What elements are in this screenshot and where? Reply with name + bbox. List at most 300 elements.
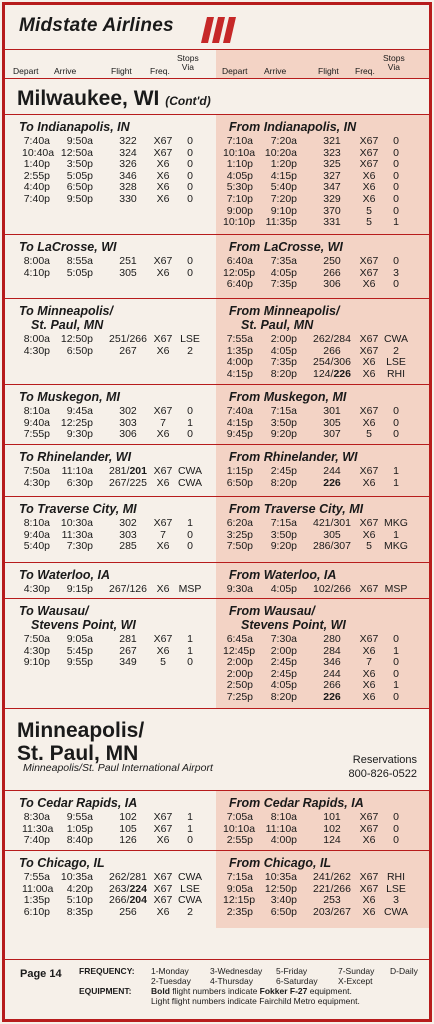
- arrive-time: 2:00p: [270, 333, 297, 345]
- hub2-title-line2: St. Paul, MN: [17, 742, 139, 765]
- flight-number: 326: [119, 158, 137, 171]
- arrive-time: 9:30p: [66, 428, 93, 441]
- frequency: X67: [153, 811, 173, 823]
- hub-header-minneapolis: [5, 708, 429, 790]
- arrive-time: 5:05p: [66, 169, 93, 182]
- flight-number: 370: [323, 204, 341, 217]
- frequency: X67: [153, 146, 173, 159]
- page-header: [5, 5, 429, 49]
- route-section: [5, 496, 429, 562]
- flight-number: 226: [323, 691, 341, 703]
- stops-via: 0: [187, 193, 193, 205]
- frequency: X6: [362, 416, 376, 429]
- from-city-heading: From Cedar Rapids, IA: [229, 796, 364, 810]
- frequency: X6: [362, 667, 376, 680]
- frequency: X67: [359, 465, 379, 477]
- stops-via: 0: [187, 255, 193, 267]
- schedule-row: [5, 871, 432, 883]
- arrive-time: 9:05a: [66, 633, 93, 645]
- col-freq-2: Freq.: [355, 66, 375, 76]
- arrive-time: 6:30p: [66, 476, 93, 489]
- stops-via: LSE: [386, 356, 406, 369]
- depart-time: 8:30a: [23, 811, 50, 823]
- flight-number: 323: [323, 146, 341, 159]
- depart-time: 4:40p: [23, 181, 50, 194]
- freq-item: 2-Tuesday: [151, 976, 191, 986]
- frequency: X67: [359, 146, 379, 159]
- from-city-heading: From Waterloo, IA: [229, 568, 337, 582]
- route-section: [5, 384, 429, 444]
- stops-via: CWA: [177, 894, 203, 907]
- frequency: X67: [153, 633, 173, 645]
- flight-number: 280: [323, 633, 341, 645]
- arrive-time: 7:30p: [66, 540, 93, 553]
- frequency: 5: [366, 428, 372, 441]
- schedule-row: [5, 278, 432, 290]
- schedule-row: [5, 668, 432, 680]
- arrive-time: 9:15p: [66, 583, 93, 595]
- arrive-time: 3:50p: [270, 416, 297, 429]
- arrive-time: 4:20p: [66, 882, 93, 895]
- frequency: X6: [156, 476, 170, 489]
- freq-item: 5-Friday: [276, 966, 308, 976]
- stops-via: MKG: [384, 540, 408, 553]
- from-city-heading: From Muskegon, MI: [229, 390, 347, 404]
- stops-via: 1: [393, 679, 399, 692]
- to-city-heading: To Waterloo, IA: [19, 568, 110, 582]
- depart-time: 5:30p: [226, 181, 253, 194]
- stops-via: 3: [393, 894, 399, 907]
- flight-number: 307: [323, 428, 341, 441]
- stops-via: 0: [187, 181, 193, 194]
- flight-number: 102: [119, 811, 137, 823]
- arrive-time: 2:45p: [270, 667, 297, 680]
- depart-time: 7:15a: [226, 871, 253, 883]
- depart-time: 2:50p: [226, 679, 253, 692]
- frequency: 5: [366, 204, 372, 217]
- frequency: X67: [359, 882, 379, 895]
- depart-time: 10:10a: [223, 822, 256, 835]
- arrive-time: 7:20a: [270, 135, 297, 147]
- col-depart-2: Depart: [222, 66, 248, 76]
- depart-time: 10:10p: [223, 216, 256, 229]
- schedule-row: [5, 811, 432, 823]
- arrive-time: 7:35a: [270, 255, 297, 267]
- stops-via: 1: [393, 644, 399, 657]
- stops-via: MSP: [384, 583, 408, 595]
- schedule-row: [5, 267, 432, 279]
- col-freq: Freq.: [150, 66, 170, 76]
- frequency: X6: [362, 894, 376, 907]
- stops-via: 1: [187, 822, 193, 835]
- frequency: X6: [362, 679, 376, 692]
- flight-number: 267/126: [109, 583, 147, 595]
- stops-via: 1: [393, 465, 399, 477]
- arrive-time: 9:50p: [66, 193, 93, 205]
- stops-via: CWA: [177, 871, 203, 883]
- flight-number: 330: [119, 193, 137, 205]
- flight-number: 102/266: [313, 583, 351, 595]
- reservations: [348, 753, 417, 781]
- reservations-label: Reservations: [352, 754, 417, 766]
- hub2-airport: Minneapolis/St. Paul International Airport: [23, 762, 213, 774]
- arrive-time: 4:00p: [270, 834, 297, 847]
- frequency: X67: [359, 811, 379, 823]
- schedule-row: [5, 834, 432, 846]
- flight-number: 325: [323, 158, 341, 171]
- arrive-time: 4:15p: [270, 169, 297, 182]
- arrive-time: 2:45p: [270, 656, 297, 669]
- depart-time: 6:40p: [226, 278, 253, 291]
- depart-time: 4:30p: [23, 476, 50, 489]
- flight-number: 102: [323, 822, 341, 835]
- frequency: X6: [156, 266, 170, 279]
- depart-time: 12:45p: [223, 644, 256, 657]
- arrive-time: 10:20a: [264, 146, 297, 159]
- frequency: X67: [359, 158, 379, 171]
- depart-time: 7:10p: [226, 193, 253, 205]
- depart-time: 7:40a: [226, 405, 253, 417]
- depart-time: 9:45p: [226, 428, 253, 441]
- stops-via: 0: [187, 135, 193, 147]
- depart-time: 8:00a: [23, 333, 50, 345]
- frequency: X67: [359, 266, 379, 279]
- stops-via: 1: [187, 811, 193, 823]
- schedule-row: [5, 181, 432, 193]
- to-city-heading: To Chicago, IL: [19, 856, 105, 870]
- flight-number: 244: [323, 667, 341, 680]
- stops-via: 0: [393, 656, 399, 669]
- flight-number: 266: [323, 266, 341, 279]
- stops-via: CWA: [177, 476, 203, 489]
- depart-time: 10:40a: [22, 146, 55, 159]
- arrive-time: 9:55p: [66, 656, 93, 669]
- stops-via: 0: [187, 266, 193, 279]
- arrive-time: 1:20p: [270, 158, 297, 171]
- to-city-heading: St. Paul, MN: [31, 318, 104, 332]
- stops-via: 1: [187, 633, 193, 645]
- flight-number: 101: [323, 811, 341, 823]
- depart-time: 7:40p: [23, 834, 50, 847]
- frequency: X6: [156, 169, 170, 182]
- flight-number: 327: [323, 169, 341, 182]
- stops-via: 0: [393, 667, 399, 680]
- arrive-time: 8:40p: [66, 834, 93, 847]
- flight-number: 267: [119, 644, 137, 657]
- depart-time: 9:05a: [226, 882, 253, 895]
- arrive-time: 7:35p: [270, 356, 297, 369]
- flight-number: 328: [119, 181, 137, 194]
- frequency: X67: [359, 822, 379, 835]
- flight-number: 256: [119, 905, 137, 918]
- depart-time: 7:50a: [23, 633, 50, 645]
- flight-number: 267/225: [109, 476, 147, 489]
- col-arrive: Arrive: [54, 66, 77, 76]
- depart-time: 1:40p: [23, 158, 50, 171]
- stops-via: 0: [187, 169, 193, 182]
- route-section: [5, 234, 429, 298]
- frequency: 7: [160, 416, 166, 429]
- to-city-heading: To Wausau/: [19, 604, 89, 618]
- stops-via: 0: [393, 146, 399, 159]
- arrive-time: 7:15a: [270, 405, 297, 417]
- depart-time: 12:05p: [223, 266, 256, 279]
- frequency: X6: [156, 158, 170, 171]
- stops-via: 0: [187, 146, 193, 159]
- schedule-row: [5, 356, 432, 368]
- to-city-heading: To Rhinelander, WI: [19, 450, 132, 464]
- flight-number: 266: [323, 679, 341, 692]
- hub2-title-line1: Minneapolis/: [17, 719, 145, 742]
- schedule-row: [5, 428, 432, 440]
- arrive-time: 12:25p: [60, 416, 93, 429]
- stops-via: 0: [393, 633, 399, 645]
- stops-via: 0: [393, 416, 399, 429]
- timetable-page: [2, 2, 432, 1022]
- stops-via: LSE: [180, 882, 200, 895]
- arrive-time: 9:20p: [270, 428, 297, 441]
- frequency: X6: [156, 834, 170, 847]
- schedule-row: [5, 583, 432, 595]
- flight-number: 244: [323, 465, 341, 477]
- depart-time: 8:10a: [23, 517, 50, 529]
- frequency: X67: [153, 517, 173, 529]
- flight-number: 302: [119, 517, 137, 529]
- col-flight: Flight: [111, 66, 132, 76]
- frequency: X6: [362, 905, 376, 918]
- flight-number: 250: [323, 255, 341, 267]
- arrive-time: 9:45a: [66, 405, 93, 417]
- depart-time: 2:00p: [226, 656, 253, 669]
- frequency: X6: [362, 644, 376, 657]
- to-city-heading: To Muskegon, MI: [19, 390, 120, 404]
- arrive-time: 2:45p: [270, 465, 297, 477]
- equipment-line1: Bold flight numbers indicate Fokker F-27 equipment.: [151, 986, 352, 996]
- arrive-time: 4:05p: [270, 344, 297, 357]
- col-depart: Depart: [13, 66, 39, 76]
- flight-number: 421/301: [313, 517, 351, 529]
- flight-number: 321: [323, 135, 341, 147]
- stops-via: 0: [393, 405, 399, 417]
- stops-via: 0: [393, 255, 399, 267]
- depart-time: 1:35p: [23, 894, 50, 907]
- depart-time: 10:10a: [223, 146, 256, 159]
- depart-time: 2:35p: [226, 905, 253, 918]
- stops-via: 0: [187, 528, 193, 541]
- flight-number: 281: [119, 633, 137, 645]
- stops-via: 0: [393, 169, 399, 182]
- schedule-row: [5, 405, 432, 417]
- depart-time: 5:40p: [23, 540, 50, 553]
- freq-item: X-Except: [338, 976, 373, 986]
- stops-via: 3: [393, 266, 399, 279]
- col-arrive-2: Arrive: [264, 66, 287, 76]
- schedule-row: [5, 645, 432, 657]
- freq-item: D-Daily: [390, 966, 418, 976]
- stops-via: 0: [187, 540, 193, 553]
- flight-number: 286/307: [313, 540, 351, 553]
- stops-via: 0: [393, 181, 399, 194]
- depart-time: 12:15p: [223, 894, 256, 907]
- route-section: [5, 790, 429, 850]
- flight-number: 267: [119, 344, 137, 357]
- depart-time: 9:30a: [226, 583, 253, 595]
- frequency: X67: [153, 255, 173, 267]
- stops-via: 2: [393, 344, 399, 357]
- airline-logo-icon: [201, 17, 237, 43]
- from-city-heading: From Traverse City, MI: [229, 502, 364, 516]
- arrive-time: 5:45p: [66, 644, 93, 657]
- schedule-row: [5, 656, 432, 668]
- schedule-row: [5, 691, 432, 703]
- flight-number: 347: [323, 181, 341, 194]
- stops-via: 0: [393, 691, 399, 703]
- flight-number: 306: [323, 278, 341, 291]
- frequency: X6: [156, 428, 170, 441]
- frequency: X67: [359, 871, 379, 883]
- arrive-time: 5:40p: [270, 181, 297, 194]
- depart-time: 6:45a: [226, 633, 253, 645]
- frequency: X67: [359, 135, 379, 147]
- flight-number: 346: [323, 656, 341, 669]
- stops-via: 0: [393, 135, 399, 147]
- frequency: X67: [153, 135, 173, 147]
- arrive-time: 10:35a: [60, 871, 93, 883]
- schedule-row: [5, 333, 432, 345]
- to-city-heading: To Minneapolis/: [19, 304, 113, 318]
- flight-number: 203/267: [313, 905, 351, 918]
- stops-via: 1: [187, 416, 193, 429]
- flight-number: 254/306: [313, 356, 351, 369]
- frequency: 7: [160, 528, 166, 541]
- route-section: [5, 562, 429, 598]
- to-city-heading: Stevens Point, WI: [31, 618, 136, 632]
- depart-time: 7:55a: [23, 871, 50, 883]
- frequency: X67: [359, 583, 379, 595]
- schedule-row: [5, 465, 432, 477]
- frequency: X6: [362, 476, 376, 489]
- depart-time: 9:10p: [23, 656, 50, 669]
- depart-time: 7:10a: [226, 135, 253, 147]
- flight-number: 266/204: [109, 894, 147, 907]
- stops-via: MKG: [384, 517, 408, 529]
- depart-time: 6:40a: [226, 255, 253, 267]
- schedule-row: [5, 135, 432, 147]
- depart-time: 2:00p: [226, 667, 253, 680]
- flight-number: 226: [323, 476, 341, 489]
- schedule-row: [5, 883, 432, 895]
- frequency: X6: [156, 905, 170, 918]
- frequency: X67: [153, 894, 173, 907]
- depart-time: 6:20a: [226, 517, 253, 529]
- stops-via: 1: [187, 517, 193, 529]
- depart-time: 7:05a: [226, 811, 253, 823]
- from-city-heading: From Chicago, IL: [229, 856, 332, 870]
- route-section: [5, 444, 429, 496]
- arrive-time: 9:20p: [270, 540, 297, 553]
- arrive-time: 8:10a: [270, 811, 297, 823]
- arrive-time: 8:20p: [270, 476, 297, 489]
- schedule-row: [5, 679, 432, 691]
- flight-number: 303: [119, 528, 137, 541]
- frequency: X67: [153, 333, 173, 345]
- stops-via: CWA: [383, 333, 409, 345]
- flight-number: 284: [323, 644, 341, 657]
- depart-time: 4:15p: [226, 367, 253, 380]
- freq-item: 6-Saturday: [276, 976, 318, 986]
- depart-time: 4:00p: [226, 356, 253, 369]
- frequency: X6: [362, 278, 376, 291]
- depart-time: 4:30p: [23, 344, 50, 357]
- depart-time: 7:25p: [226, 691, 253, 703]
- flight-number: 253: [323, 894, 341, 907]
- stops-via: 0: [393, 204, 399, 217]
- stops-via: 2: [187, 905, 193, 918]
- arrive-time: 2:00p: [270, 644, 297, 657]
- arrive-time: 5:10p: [66, 894, 93, 907]
- arrive-time: 1:05p: [66, 822, 93, 835]
- frequency: X67: [359, 633, 379, 645]
- depart-time: 7:55a: [226, 333, 253, 345]
- from-city-heading: From Wausau/: [229, 604, 315, 618]
- stops-via: 1: [393, 476, 399, 489]
- stops-via: 0: [393, 158, 399, 171]
- route-section: [5, 298, 429, 384]
- frequency: X6: [362, 356, 376, 369]
- schedule-row: [5, 205, 432, 217]
- stops-via: LSE: [180, 333, 200, 345]
- depart-time: 9:40a: [23, 528, 50, 541]
- flight-number: 285: [119, 540, 137, 553]
- column-header: [5, 49, 429, 79]
- to-city-heading: To Indianapolis, IN: [19, 120, 130, 134]
- depart-time: 7:40a: [23, 135, 50, 147]
- schedule-row: [5, 529, 432, 541]
- flight-number: 302: [119, 405, 137, 417]
- depart-time: 11:00a: [22, 882, 54, 895]
- depart-time: 6:10p: [23, 905, 50, 918]
- depart-time: 8:10a: [23, 405, 50, 417]
- arrive-time: 4:05p: [270, 679, 297, 692]
- depart-time: 7:50p: [226, 540, 253, 553]
- schedule-row: [5, 477, 432, 489]
- depart-time: 4:10p: [23, 266, 50, 279]
- depart-time: 11:30a: [22, 822, 54, 835]
- schedule-row: [5, 170, 432, 182]
- to-city-heading: To LaCrosse, WI: [19, 240, 117, 254]
- schedule-row: [5, 158, 432, 170]
- from-city-heading: From Rhinelander, WI: [229, 450, 358, 464]
- arrive-time: 6:50p: [270, 905, 297, 918]
- schedule-row: [5, 633, 432, 645]
- flight-number: 303: [119, 416, 137, 429]
- frequency: X6: [156, 583, 170, 595]
- flight-number: 329: [323, 193, 341, 205]
- frequency: X67: [153, 465, 173, 477]
- milwaukee-sections: [5, 114, 429, 708]
- depart-time: 9:00p: [226, 204, 253, 217]
- arrive-time: 11:10a: [61, 465, 93, 477]
- flight-number: 305: [323, 416, 341, 429]
- arrive-time: 6:50p: [66, 181, 93, 194]
- depart-time: 1:15p: [226, 465, 253, 477]
- to-city-heading: To Cedar Rapids, IA: [19, 796, 138, 810]
- stops-via: MSP: [178, 583, 202, 595]
- from-city-heading: From Minneapolis/: [229, 304, 340, 318]
- stops-via: CWA: [383, 905, 409, 918]
- depart-time: 1:35p: [226, 344, 253, 357]
- arrive-time: 12:50p: [264, 882, 297, 895]
